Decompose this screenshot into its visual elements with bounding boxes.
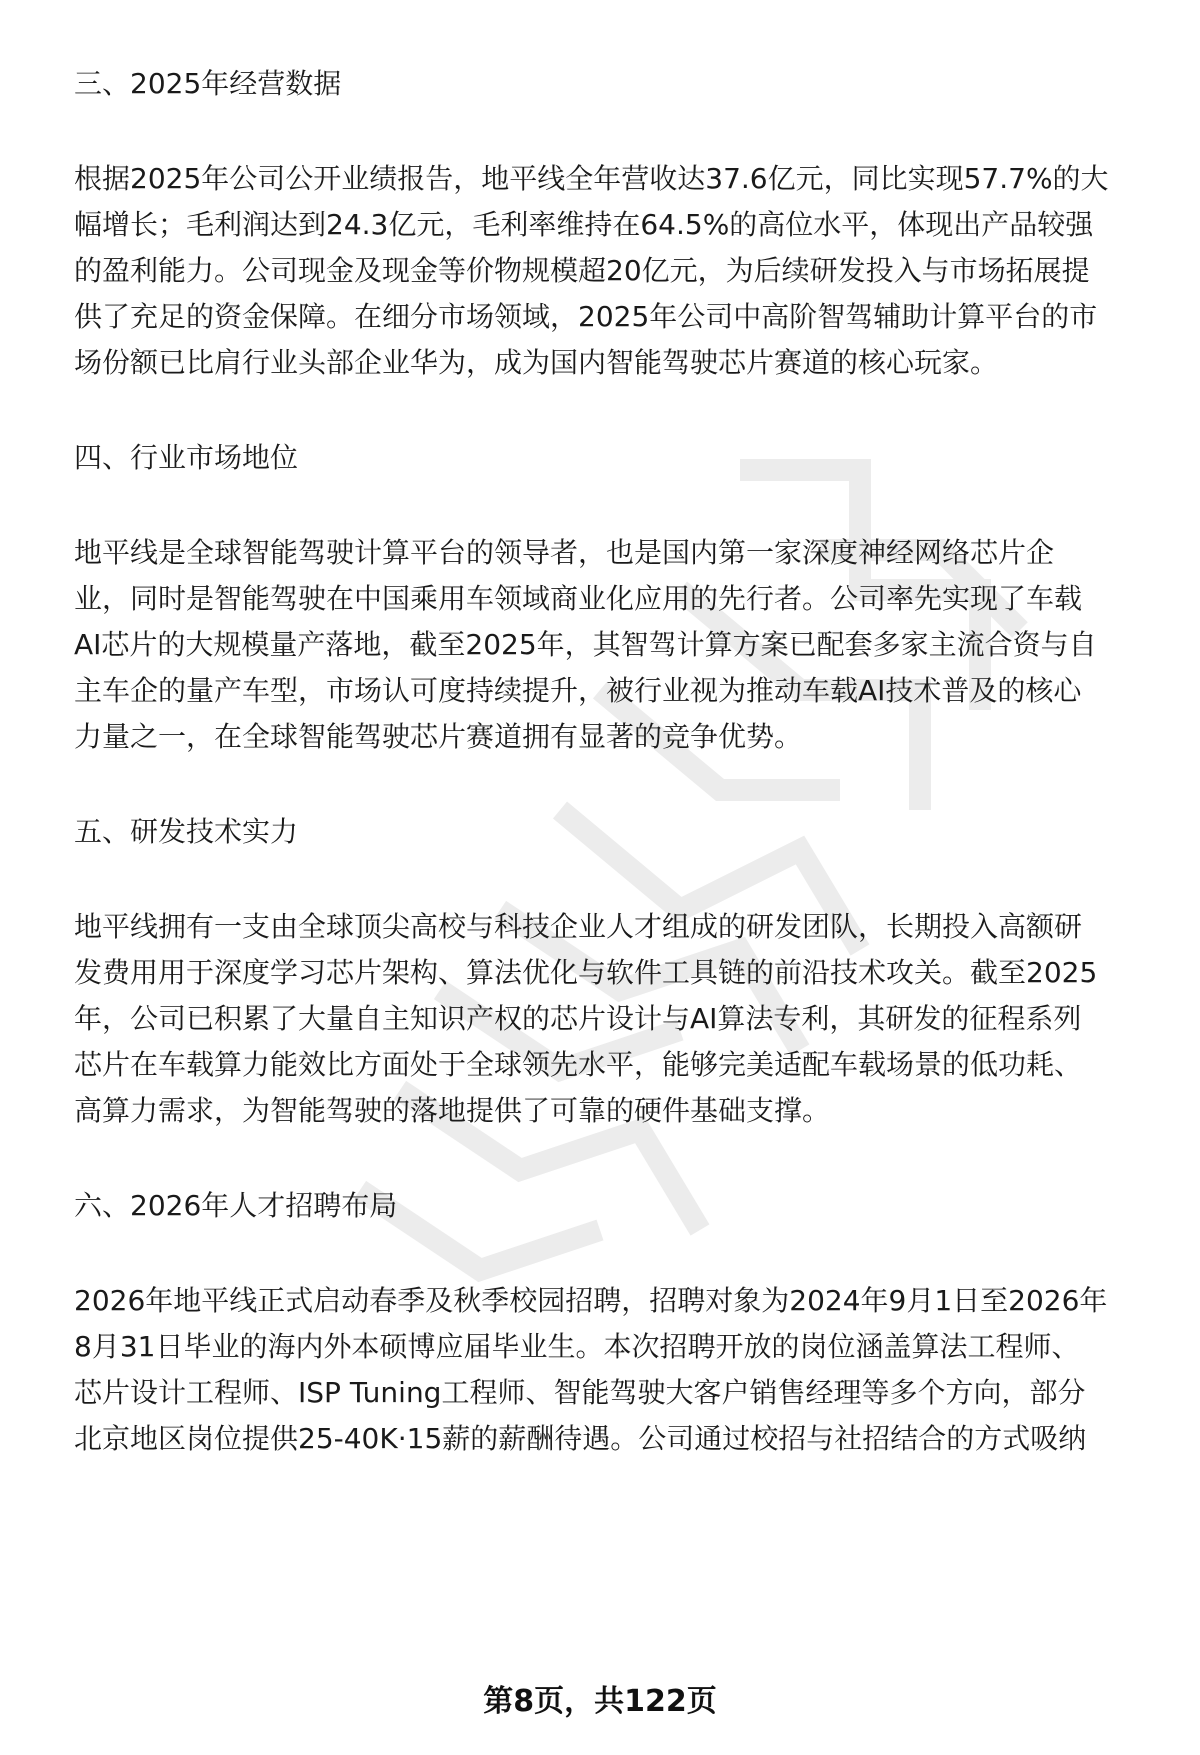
paragraph-line: 力量之一，在全球智能驾驶芯片赛道拥有显著的竞争优势。 (74, 720, 803, 753)
paragraph-line: 8月31日毕业的海内外本硕博应届毕业生。本次招聘开放的岗位涵盖算法工程师、 (74, 1330, 1080, 1363)
paragraph-line: 芯片在车载算力能效比方面处于全球领先水平，能够完美适配车载场景的低功耗、 (74, 1048, 1083, 1081)
section-paragraph-operations (74, 156, 1132, 386)
paragraph-line: 年，公司已积累了大量自主知识产权的芯片设计与AI算法专利，其研发的征程系列 (74, 1002, 1082, 1035)
paragraph-line: 地平线是全球智能驾驶计算平台的领导者，也是国内第一家深度神经网络芯片企 (74, 536, 1055, 569)
paragraph-line: AI芯片的大规模量产落地，截至2025年，其智驾计算方案已配套多家主流合资与自 (74, 628, 1097, 661)
section-paragraph-market-position (74, 530, 1132, 760)
paragraph-line: 场份额已比肩行业头部企业华为，成为国内智能驾驶芯片赛道的核心玩家。 (74, 346, 999, 379)
paragraph-line: 主车企的量产车型，市场认可度持续提升，被行业视为推动车载AI技术普及的核心 (74, 674, 1082, 707)
paragraph-line: 地平线拥有一支由全球顶尖高校与科技企业人才组成的研发团队，长期投入高额研 (74, 910, 1083, 943)
page-number-footer: 第8页，共122页 (483, 1684, 717, 1719)
paragraph-line: 供了充足的资金保障。在细分市场领域，2025年公司中高阶智驾辅助计算平台的市 (74, 300, 1098, 333)
document-body (74, 60, 1132, 1462)
paragraph-line: 幅增长；毛利润达到24.3亿元，毛利率维持在64.5%的高位水平，体现出产品较强 (74, 208, 1094, 241)
section-paragraph-recruitment (74, 1278, 1132, 1462)
paragraph-line: 发费用用于深度学习芯片架构、算法优化与软件工具链的前沿技术攻关。截至2025 (74, 956, 1098, 989)
section-heading-rnd: 五、研发技术实力 (74, 815, 299, 848)
section-heading-market-position: 四、行业市场地位 (74, 441, 299, 474)
paragraph-line: 2026年地平线正式启动春季及秋季校园招聘，招聘对象为2024年9月1日至2026年 (74, 1284, 1108, 1317)
section-paragraph-rnd (74, 904, 1132, 1134)
paragraph-line: 芯片设计工程师、ISP Tuning工程师、智能驾驶大客户销售经理等多个方向，部分 (74, 1376, 1086, 1409)
paragraph-line: 的盈利能力。公司现金及现金等价物规模超20亿元，为后续研发投入与市场拓展提 (74, 254, 1090, 287)
paragraph-line: 业，同时是智能驾驶在中国乘用车领域商业化应用的先行者。公司率先实现了车载 (74, 582, 1083, 615)
section-heading-operations: 三、2025年经营数据 (74, 67, 342, 100)
paragraph-line: 根据2025年公司公开业绩报告，地平线全年营收达37.6亿元，同比实现57.7%的大 (74, 162, 1109, 195)
paragraph-line: 北京地区岗位提供25-40K·15薪的薪酬待遇。公司通过校招与社招结合的方式吸纳 (74, 1422, 1087, 1455)
paragraph-line: 高算力需求，为智能驾驶的落地提供了可靠的硬件基础支撑。 (74, 1094, 831, 1127)
section-heading-recruitment: 六、2026年人才招聘布局 (74, 1189, 398, 1222)
